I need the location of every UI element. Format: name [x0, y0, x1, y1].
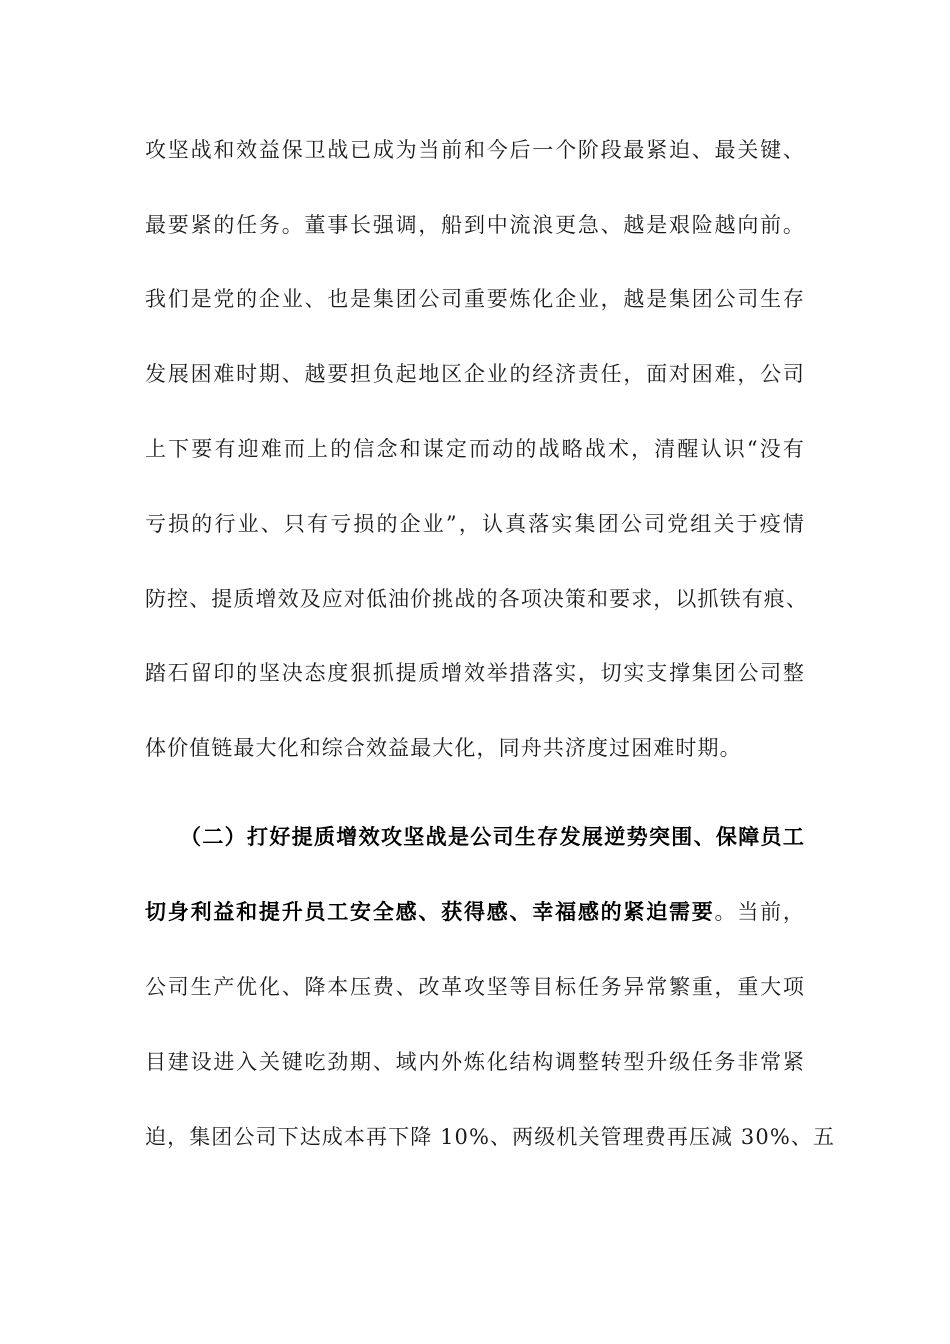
- body-text-inline: 。当前，: [714, 900, 805, 924]
- body-text-line: 防控、提质增效及应对低油价挑战的各项决策和要求，以抓铁有痕、: [145, 587, 808, 611]
- body-text-line: 踏石留印的坚决态度狠抓提质增效举措落实，切实支撑集团公司整: [145, 661, 805, 685]
- body-text-line: 公司生产优化、降本压费、改革攻坚等目标任务异常繁重，重大项: [145, 975, 805, 999]
- body-text-line: 迫，集团公司下达成本再下降 10%、两级机关管理费再压减 30%、五: [145, 1125, 836, 1149]
- body-text-line: 上下要有迎难而上的信念和谋定而动的战略战术，清醒认识“没有: [145, 437, 805, 461]
- body-text-line: 亏损的行业、只有亏损的企业”，认真落实集团公司党组关于疫情: [145, 512, 805, 536]
- body-text-line: 我们是党的企业、也是集团公司重要炼化企业，越是集团公司生存: [145, 287, 805, 311]
- section-heading-line: （二）打好提质增效攻坚战是公司生存发展逆势突围、保障员工: [180, 824, 805, 849]
- body-text-line: 攻坚战和效益保卫战已成为当前和今后一个阶段最紧迫、最关键、: [145, 138, 805, 162]
- body-text-line: 最要紧的任务。董事长强调，船到中流浪更急、越是艰险越向前。: [145, 213, 805, 237]
- body-text-line: 目建设进入关键吃劲期、域内外炼化结构调整转型升级任务非常紧: [145, 1050, 805, 1074]
- section-heading-bold-text: 切身利益和提升员工安全感、获得感、幸福感的紧迫需要: [145, 899, 715, 924]
- body-text-line: 发展困难时期、越要担负起地区企业的经济责任，面对困难，公司: [145, 362, 805, 386]
- section-heading-continuation: [145, 897, 805, 927]
- body-text-line: 体价值链最大化和综合效益最大化，同舟共济度过困难时期。: [145, 736, 742, 760]
